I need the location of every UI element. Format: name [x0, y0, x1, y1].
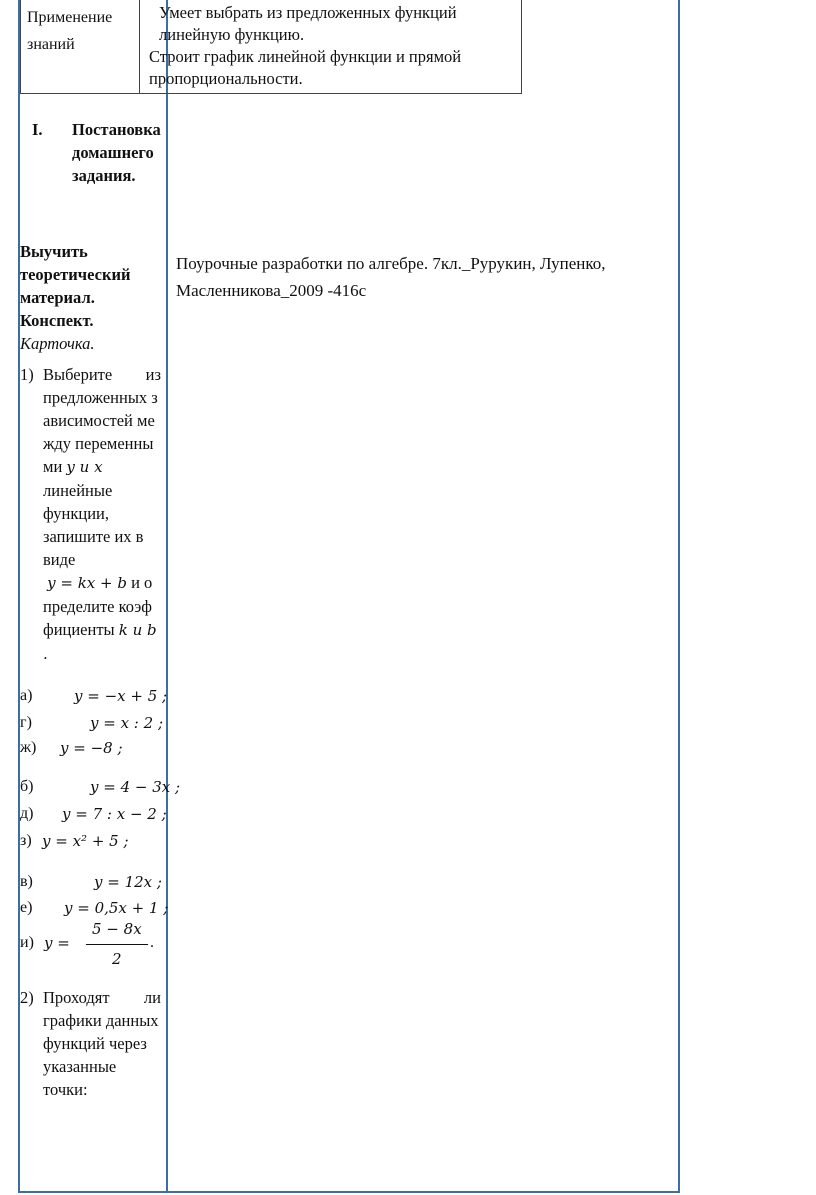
equation-label: г): [20, 714, 32, 731]
task-1-number: 1): [20, 365, 34, 384]
task-2-text-a: Проходят ли: [43, 988, 161, 1007]
task-2-text-b: графики данных функций через указанные точки:: [43, 1011, 159, 1099]
equation-g: [20, 712, 165, 734]
equation-zh: [20, 737, 165, 759]
equation-expr: y = 0,5x + 1 ;: [64, 899, 169, 917]
competency-label: Применение знаний: [27, 9, 113, 53]
equation-z: [20, 830, 165, 852]
task-1-text-b: предложенных зависимостей между переменными: [43, 388, 158, 476]
task-1-text-c: линейные функции, запишите их в виде: [43, 481, 144, 569]
fraction-end: .: [150, 934, 154, 951]
equation-label: ж): [20, 739, 37, 756]
competency-line-2: Строит график линейной функции и прямой пропорциональности.: [149, 47, 462, 88]
section-title: Постановка домашнего задания.: [72, 120, 161, 185]
equation-a: [20, 685, 168, 707]
equation-expr: y = −x + 5 ;: [74, 687, 168, 705]
equation-d: [20, 803, 165, 825]
equation-expr: y = 4 − 3x ;: [90, 778, 181, 796]
equation-label: и): [20, 934, 34, 951]
task-2-number: 2): [20, 988, 34, 1007]
homework-line-3: Карточка.: [20, 334, 95, 353]
equation-e: [20, 897, 169, 919]
equation-expr: y = 7 : x − 2 ;: [62, 805, 167, 823]
fraction-denominator: 2: [112, 950, 122, 968]
homework-line-2: Конспект.: [20, 311, 94, 330]
task-1-body: [43, 363, 161, 666]
reference-text: Поурочные разработки по алгебре. 7кл._Рурукин, Лупенко, Масленникова_2009 -416с: [176, 254, 606, 300]
equation-label: е): [20, 899, 33, 916]
equation-expr: y = x : 2 ;: [90, 714, 163, 732]
equation-label: а): [20, 687, 33, 704]
fraction-lhs: y =: [44, 934, 70, 952]
competency-line-1: Умеет выбрать из предложенных функций линейную функцию.: [159, 3, 457, 44]
homework-block: [20, 240, 160, 355]
equation-b: [20, 776, 181, 798]
equation-label: з): [20, 832, 32, 849]
equation-i: [20, 918, 165, 972]
fraction-numerator: 5 − 8x: [92, 920, 142, 938]
section-number: I.: [32, 120, 43, 139]
table-divider: [139, 0, 140, 93]
equation-v: [20, 871, 165, 893]
task-1-vars: y и x: [66, 458, 103, 476]
fraction-bar: [86, 944, 148, 945]
equation-expr: y = x² + 5 ;: [42, 832, 129, 850]
task-1-formula: y = kx + b: [47, 574, 127, 592]
homework-line-1: Выучить теоретический материал.: [20, 242, 131, 307]
equation-label: б): [20, 778, 34, 795]
task-1-text-d: и определите коэффициенты: [43, 573, 153, 639]
competency-description: [149, 2, 521, 90]
equation-expr: y = −8 ;: [60, 739, 123, 757]
task-1-text-a: Выберите из: [43, 365, 161, 384]
task-1-coefs: k и b .: [43, 621, 157, 663]
equation-label: в): [20, 873, 33, 890]
column-divider: [166, 0, 168, 1193]
equation-expr: y = 12x ;: [94, 873, 162, 891]
equation-label: д): [20, 805, 34, 822]
task-2-body: [43, 986, 161, 1101]
competency-table: [20, 0, 522, 94]
